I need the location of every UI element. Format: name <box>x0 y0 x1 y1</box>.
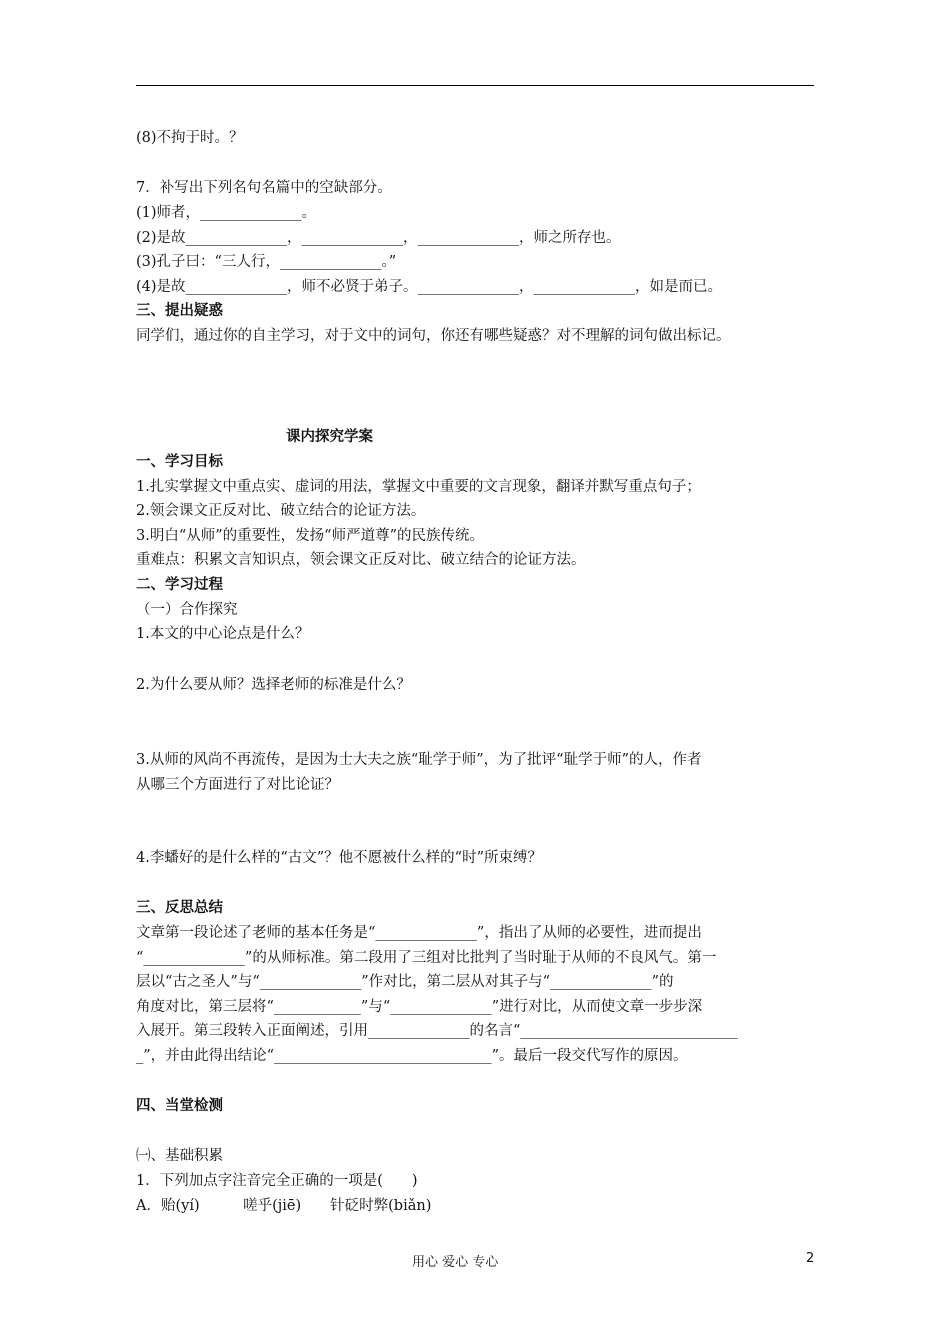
page-number: 2 <box>806 1251 815 1266</box>
mc-option-a: A．贻(yí) 嗟乎(jiē) 针砭时弊(biǎn) <box>136 1198 432 1214</box>
paragraph: 同学们，通过你的自主学习，对于文中的词句，你还有哪些疑惑？对不理解的词句做出标记。 <box>136 328 731 344</box>
fill-4: (4)是故______________，师不必贤于弟子。______________，______________，如是而已。 <box>136 279 723 295</box>
subsection-heading: （一）合作探究 <box>136 602 238 618</box>
item-8: (8)不拘于时。？ <box>136 130 244 146</box>
section-heading: 四、当堂检测 <box>136 1098 223 1114</box>
subsection-heading: ㈠、基础积累 <box>136 1148 223 1164</box>
question-3: 3.从师的风尚不再流传，是因为士大夫之族“耻学于师”，为了批评“耻学于师”的人，作者 <box>136 752 702 768</box>
question-3-cont: 从哪三个方面进行了对比论证？ <box>136 777 339 793</box>
section-heading: 二、学习过程 <box>136 577 223 593</box>
goal-3: 3.明白“从师”的重要性，发扬“师严道尊”的民族传统。 <box>136 528 484 544</box>
summary-line: 层以“古之圣人”与“______________”作对比，第二层从对其子与“______________”的 <box>136 974 674 990</box>
goal-2: 2.领会课文正反对比、破立结合的论证方法。 <box>136 503 426 519</box>
goal-1: 1.扎实掌握文中重点实、虚词的用法，掌握文中重要的文言现象，翻译并默写重点句子； <box>136 479 701 495</box>
fill-2: (2)是故______________，______________，______________，师之所存也。 <box>136 230 621 246</box>
question-7: 7．补写出下列名句名篇中的空缺部分。 <box>136 180 392 196</box>
section-heading: 三、反思总结 <box>136 900 223 916</box>
header-rule <box>136 85 814 86</box>
mc-question: 1．下列加点字注音完全正确的一项是( ) <box>136 1173 418 1189</box>
fill-3: (3)孔子曰：“三人行，______________。” <box>136 254 397 270</box>
summary-line: 入展开。第三段转入正面阐述，引用______________的名言“______________________________ <box>136 1023 738 1039</box>
section-heading: 三、提出疑惑 <box>136 303 223 319</box>
section-heading: 一、学习目标 <box>136 454 223 470</box>
question-1: 1.本文的中心论点是什么？ <box>136 626 310 642</box>
question-2: 2.为什么要从师？选择老师的标准是什么？ <box>136 677 411 693</box>
footer-text: 用心 爱心 专心 <box>412 1255 499 1270</box>
page-title: 课内探究学案 <box>286 429 373 445</box>
summary-line: _”，并由此得出结论“______________________________”。最后一段交代写作的原因。 <box>136 1048 688 1064</box>
summary-line: 文章第一段论述了老师的基本任务是“______________”，指出了从师的必要性，进而提出 <box>136 925 702 941</box>
fill-1: (1)师者，______________。 <box>136 205 317 221</box>
question-4: 4.李蟠好的是什么样的“古文”？他不愿被什么样的“时”所束缚？ <box>136 850 542 866</box>
key-points: 重难点：积累文言知识点，领会课文正反对比、破立结合的论证方法。 <box>136 552 586 568</box>
summary-line: 角度对比，第三层将“____________”与“______________”进行对比，从而使文章一步步深 <box>136 999 703 1015</box>
summary-line: “______________”的从师标准。第二段用了三组对比批判了当时耻于从师的不良风气。第一 <box>136 950 717 966</box>
